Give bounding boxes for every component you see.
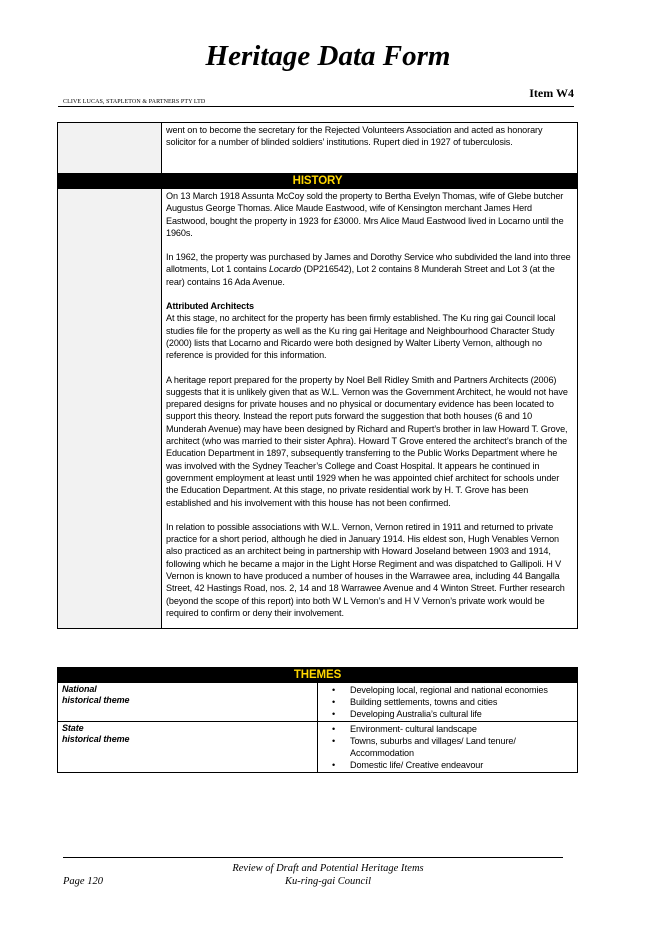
history-band	[58, 174, 578, 189]
footer-divider	[63, 857, 563, 858]
page-title: Heritage Data Form	[205, 40, 451, 72]
history-paragraph-2-text: In 1962, the property was purchased by James and Dorothy Service who subdivided the land into three allotments, Lot 1 contains	[166, 252, 571, 275]
state-theme-label	[58, 722, 318, 773]
list-item: • Developing Australia’s cultural life	[322, 708, 573, 720]
history-row	[58, 189, 578, 629]
history-heading: HISTORY	[58, 174, 578, 189]
footer-council: Ku-ring-gai Council	[284, 876, 372, 887]
national-label-line1: National	[62, 684, 97, 694]
list-item: • Domestic life/ Creative endeavour	[322, 759, 573, 771]
attributed-architects-heading: Attributed Architects	[166, 301, 255, 312]
themes-table	[57, 667, 578, 773]
state-theme-row	[58, 722, 578, 773]
national-theme-items	[318, 683, 578, 722]
header-divider	[58, 106, 574, 107]
list-item: • Building settlements, towns and cities	[322, 696, 573, 708]
history-paragraph-3: At this stage, no architect for the property has been firmly established. The Ku ring gai Council local studies file for the property as well as the Ku ring gai Heritage and Neighbourhood Character Study (2000) lists that Locarno and Ricardo were both designed by Walter Liberty Vernon, although no reference is provided for this information.	[166, 313, 556, 361]
continuation-text: went on to become the secretary for the Rejected Volunteers Association and acted as honorary solicitor for a number of blinded soldiers’ institutions. Rupert died in 1927 of tuberculosis.	[162, 123, 578, 174]
history-paragraph-4: A heritage report prepared for the property by Noel Bell Ridley Smith and Partners Architects (2006) suggests that it is unlikely given that as W.L. Vernon was the Government Architect, he would not have prepared designs for private houses and no physical or documentary evidence has been located to support this theory. Instead the report puts forward the suggestion that both houses (6 and 10 Munderah Avenue) may have been designed by Richard and Rupert’s brother in law Howard T. Grove, architect (who was married to their sister Aphra). Howard T Grove entered the architect’s branch of the Education Department in 1897, subsequently transferring to the Public Works Department where he was involved with the Sydney Teacher’s College and Coast Hospital. It appears he continued in government employment at least until 1929 when he was appointed chief architect for schools under the Education Department. At this stage, no private residential work by H. T. Grove has been established and his involvement with this house has not been confirmed.	[166, 374, 568, 508]
history-body	[162, 189, 578, 629]
national-label-line2: historical theme	[62, 695, 130, 705]
themes-heading: THEMES	[58, 668, 578, 683]
list-item: • Towns, suburbs and villages/ Land tenure/ Accommodation	[322, 735, 573, 759]
list-item: • Developing local, regional and national economies	[322, 684, 573, 696]
history-paragraph-2	[166, 251, 573, 288]
history-table	[57, 122, 578, 629]
continuation-label-cell	[58, 123, 162, 174]
company-name: CLIVE LUCAS, STAPLETON & PARTNERS PTY LTD	[63, 99, 206, 105]
footer-report-title: Review of Draft and Potential Heritage Items	[232, 863, 424, 874]
list-item: • Environment- cultural landscape	[322, 723, 573, 735]
item-number: Item W4	[529, 86, 574, 100]
history-label-cell	[58, 189, 162, 629]
history-paragraph-5: In relation to possible associations with W.L. Vernon, Vernon retired in 1911 and returned to private practice for a short period, although he died in January 1914. His eldest son, Hugh Venables Vernon also practiced as an architect being in partnership with Howard Joseland between 1903 and 1914, following which he became a major in the Light Horse Regiment and was dispatched to Gallipoli. H V Vernon is known to have produced a number of houses in the Warrawee area, including 44 Bangalla Street, 42 Hastings Road, nos. 2, 14 and 18 Warrawee Avenue and 4 Winton Street. Further research (beyond the scope of this report) into both W L Vernon’s and H V Vernon’s private work would be required to confirm or deny their involvement.	[166, 521, 565, 618]
page-number: Page 120	[63, 876, 103, 887]
national-theme-row	[58, 683, 578, 722]
history-paragraph-1: On 13 March 1918 Assunta McCoy sold the property to Bertha Evelyn Thomas, wife of Glebe butcher Augustus George Thomas. Alice Maude Eastwood, wife of Kensington merchant James Herd Eastwood, bought the property in 1923 for £3000. Mrs Alice Maud Eastwood lived in Locarno until the 1960s.	[166, 191, 564, 238]
state-label-line1: State	[62, 723, 84, 733]
national-theme-label	[58, 683, 318, 722]
history-paragraph-2-end: (DP216542), Lot 2 contains 8 Munderah Street and Lot 3 (at the rear) contains 16 Ada Avenue.	[166, 264, 555, 287]
state-theme-items	[318, 722, 578, 773]
continuation-row	[58, 123, 578, 174]
locardo-italic: Locardo	[268, 264, 302, 275]
state-label-line2: historical theme	[62, 734, 130, 744]
themes-band	[58, 668, 578, 683]
